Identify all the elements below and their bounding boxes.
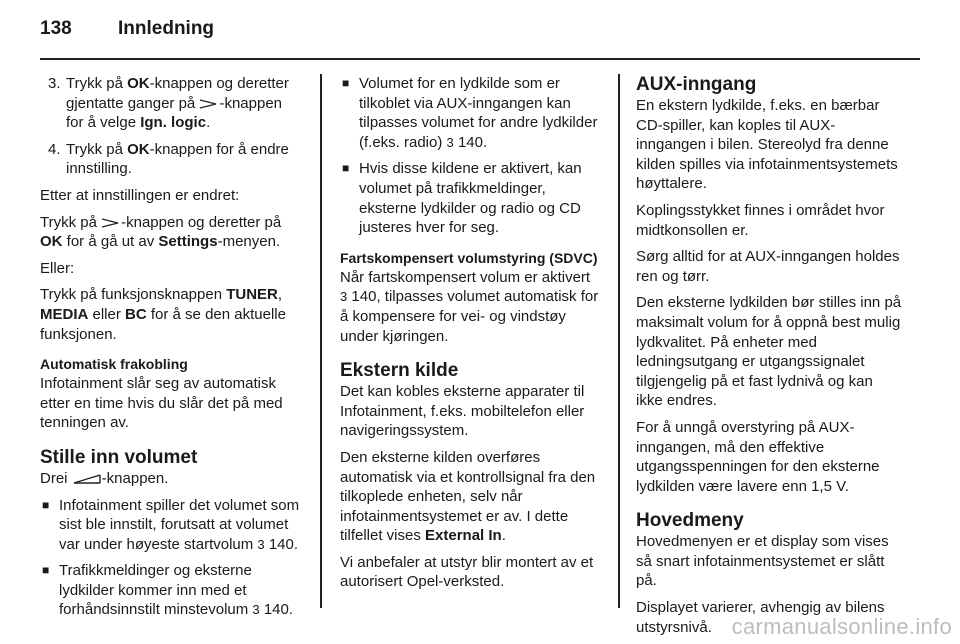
paragraph: Når fartskompensert volum er aktivert 3 140, tilpasses volumet automatisk for å kompensere for vei- og vindstøy under kjøringen. xyxy=(340,268,599,345)
page-ref-arrow-icon: 3 xyxy=(257,536,265,552)
section-heading: Hovedmeny xyxy=(636,510,744,532)
column-1 xyxy=(40,74,302,627)
paragraph: Drei -knappen. xyxy=(40,469,169,487)
list-item: ■ Trafikkmeldinger og eksterne lydkilder kommer inn med et forhåndsinnstilt minstevolum 3 140. xyxy=(42,562,294,619)
page-ref-arrow-icon: 3 xyxy=(340,289,348,305)
subheading: Automatisk frakobling xyxy=(40,356,188,373)
paragraph: Den eksterne kilden overføres automatisk via et kontrollsignal fra den tilkoplede enheten, selv når infotainmentsystemet er av. I dette tilfellet vises External In. xyxy=(340,448,596,545)
paragraph: Hovedmenyen er et display som vises så snart infotainmentsystemet er slått på. xyxy=(636,533,889,590)
paragraph: Trykk på -knappen og deretter på OK for å gå ut av Settings-menyen. xyxy=(40,213,282,251)
right-arrow-button-icon xyxy=(199,98,219,110)
list-item: ■ Volumet for en lydkilde som er tilkoblet via AUX-inngangen kan tilpasses volumet for andre lydkilder (f.eks. radio) 3 140. xyxy=(342,75,598,151)
list-item: ■ Infotainment spiller det volumet som sist ble innstilt, forutsatt at volumet var under høyeste startvolum 3 140. xyxy=(42,496,300,553)
section-heading: Stille inn volumet xyxy=(40,446,198,468)
paragraph: Etter at innstillingen er endret: xyxy=(40,186,240,204)
header-rule xyxy=(40,58,920,60)
subheading: Fartskompensert volumstyring (SDVC) xyxy=(340,249,598,266)
right-arrow-button-icon xyxy=(101,217,121,229)
bullet-icon: ■ xyxy=(342,76,350,90)
column-3 xyxy=(636,74,902,644)
paragraph: Eller: xyxy=(40,259,75,277)
column-divider xyxy=(320,74,322,608)
bullet-icon: ■ xyxy=(42,563,50,578)
watermark: carmanualsonline.info xyxy=(731,614,952,639)
paragraph: Det kan kobles eksterne apparater til Infotainment, f.eks. mobiltelefon eller navigeringssystem. xyxy=(340,383,585,440)
column-2 xyxy=(340,74,602,599)
section-heading: Ekstern kilde xyxy=(340,360,459,382)
paragraph: Sørg alltid for at AUX-inngangen holdes ren og tørr. xyxy=(636,248,900,285)
paragraph: Displayet varierer, avhengig av bilens utstyrsnivå. xyxy=(636,599,885,636)
page-title: Innledning xyxy=(118,18,215,39)
paragraph: Infotainment slår seg av automatisk etter en time hvis du slår det på med tenningen av. xyxy=(40,375,283,432)
bullet-icon: ■ xyxy=(42,497,50,512)
page-ref-arrow-icon: 3 xyxy=(252,602,260,618)
paragraph: Den eksterne lydkilden bør stilles inn på maksimalt volum for å oppnå best mulig lydkvalitet. På enheter med ledningsutgang er utgangssignalet tilgjengelig på et fast lydnivå og kan ikke endres. xyxy=(636,294,902,410)
paragraph: For å unngå overstyring på AUX-inngangen, må den effektive utgangsspenningen for den eksterne lydkilden være lavere enn 1,5 V. xyxy=(636,418,880,495)
section-heading: AUX-inngang xyxy=(636,74,757,95)
paragraph: Trykk på funksjonsknappen TUNER, MEDIA eller BC for å se den aktuelle funksjonen. xyxy=(40,286,286,343)
page-header xyxy=(40,18,214,40)
paragraph: Vi anbefaler at utstyr blir montert av et autorisert Opel-verksted. xyxy=(340,553,594,591)
step-3: 3. Trykk på OK-knappen og deretter gjentatte ganger på -knappen for å velge Ign. logic. xyxy=(48,75,289,132)
paragraph: Koplingsstykket finnes i området hvor midtkonsollen er. xyxy=(636,201,885,239)
page-number: 138 xyxy=(40,18,72,39)
step-4: 4. Trykk på OK-knappen for å endre innstilling. xyxy=(48,140,289,178)
paragraph: En ekstern lydkilde, f.eks. en bærbar CD-spiller, kan koples til AUX-inngangen i bilen. Stereolyd fra denne kilden spilles via infotainmentsystemets høyttalere. xyxy=(636,97,898,193)
list-item: ■ Hvis disse kildene er aktivert, kan volumet på trafikkmeldinger, eksterne lydkilder og radio og CD justeres hver for seg. xyxy=(342,160,582,237)
volume-knob-icon xyxy=(72,473,102,485)
bullet-icon: ■ xyxy=(342,161,350,176)
column-divider xyxy=(618,74,620,608)
page-ref-arrow-icon: 3 xyxy=(446,134,454,150)
